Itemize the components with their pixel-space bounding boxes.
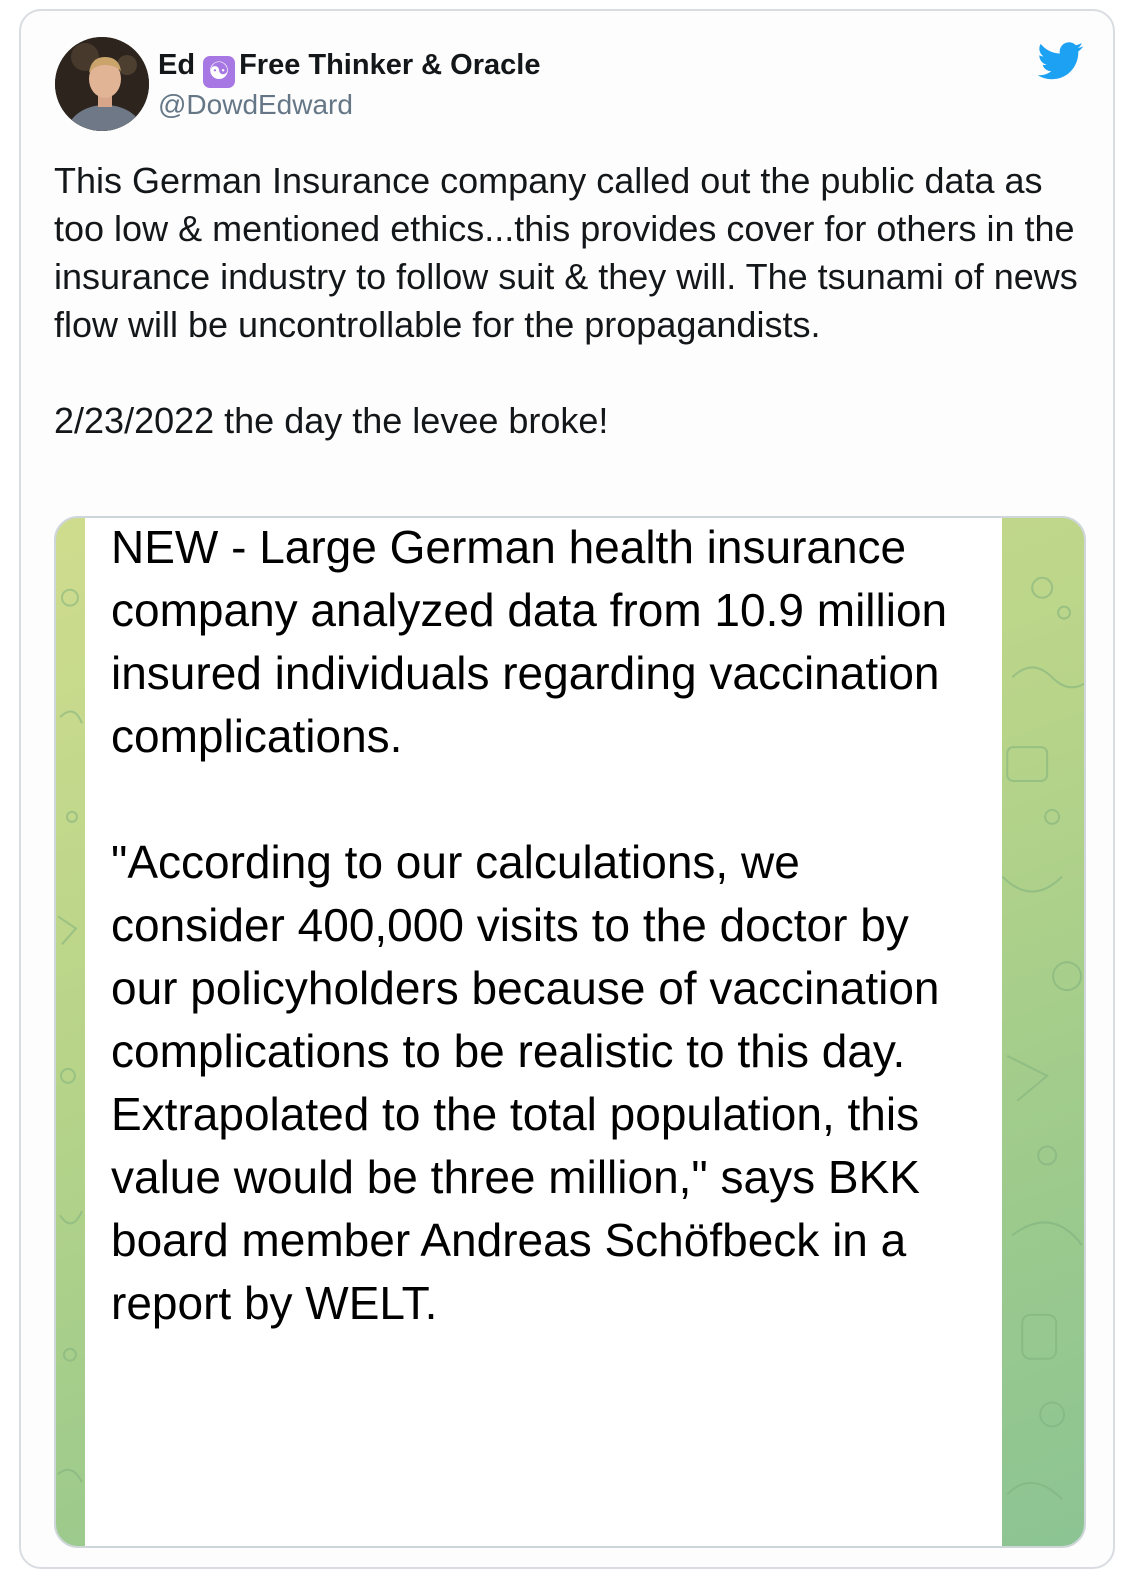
avatar-photo-icon: [55, 37, 149, 131]
author-name-prefix: Ed: [158, 49, 196, 81]
author-name-suffix: Free Thinker & Oracle: [239, 49, 541, 81]
tweet-card[interactable]: [19, 9, 1115, 1569]
author-name[interactable]: [158, 47, 540, 88]
message-bubble: [85, 518, 1002, 1548]
yin-yang-icon: ☯: [203, 56, 235, 88]
tweet-text: This German Insurance company called out the public data as too low & mentioned ethics...this provides cover for others in the insurance industry to follow suit & they will. The tsunami of news flow will be uncontrollable for the propagandists. 2/23/2022 the day the levee broke!: [54, 160, 1078, 441]
avatar[interactable]: [55, 37, 149, 131]
twitter-bird-icon[interactable]: [1038, 42, 1084, 80]
author-handle[interactable]: @DowdEdward: [158, 89, 353, 120]
message-text: NEW - Large German health insurance company analyzed data from 10.9 million insured individuals regarding vaccination complications. "According to our calculations, we consider 400,000 visits to the doctor by our policyholders because of vaccination complications to be realistic to this day. Extrapolated to the total population, this value would be three million," says BKK board member Andreas Schöfbeck in a report by WELT.: [111, 521, 948, 1329]
tweet-media-image[interactable]: [54, 516, 1086, 1548]
